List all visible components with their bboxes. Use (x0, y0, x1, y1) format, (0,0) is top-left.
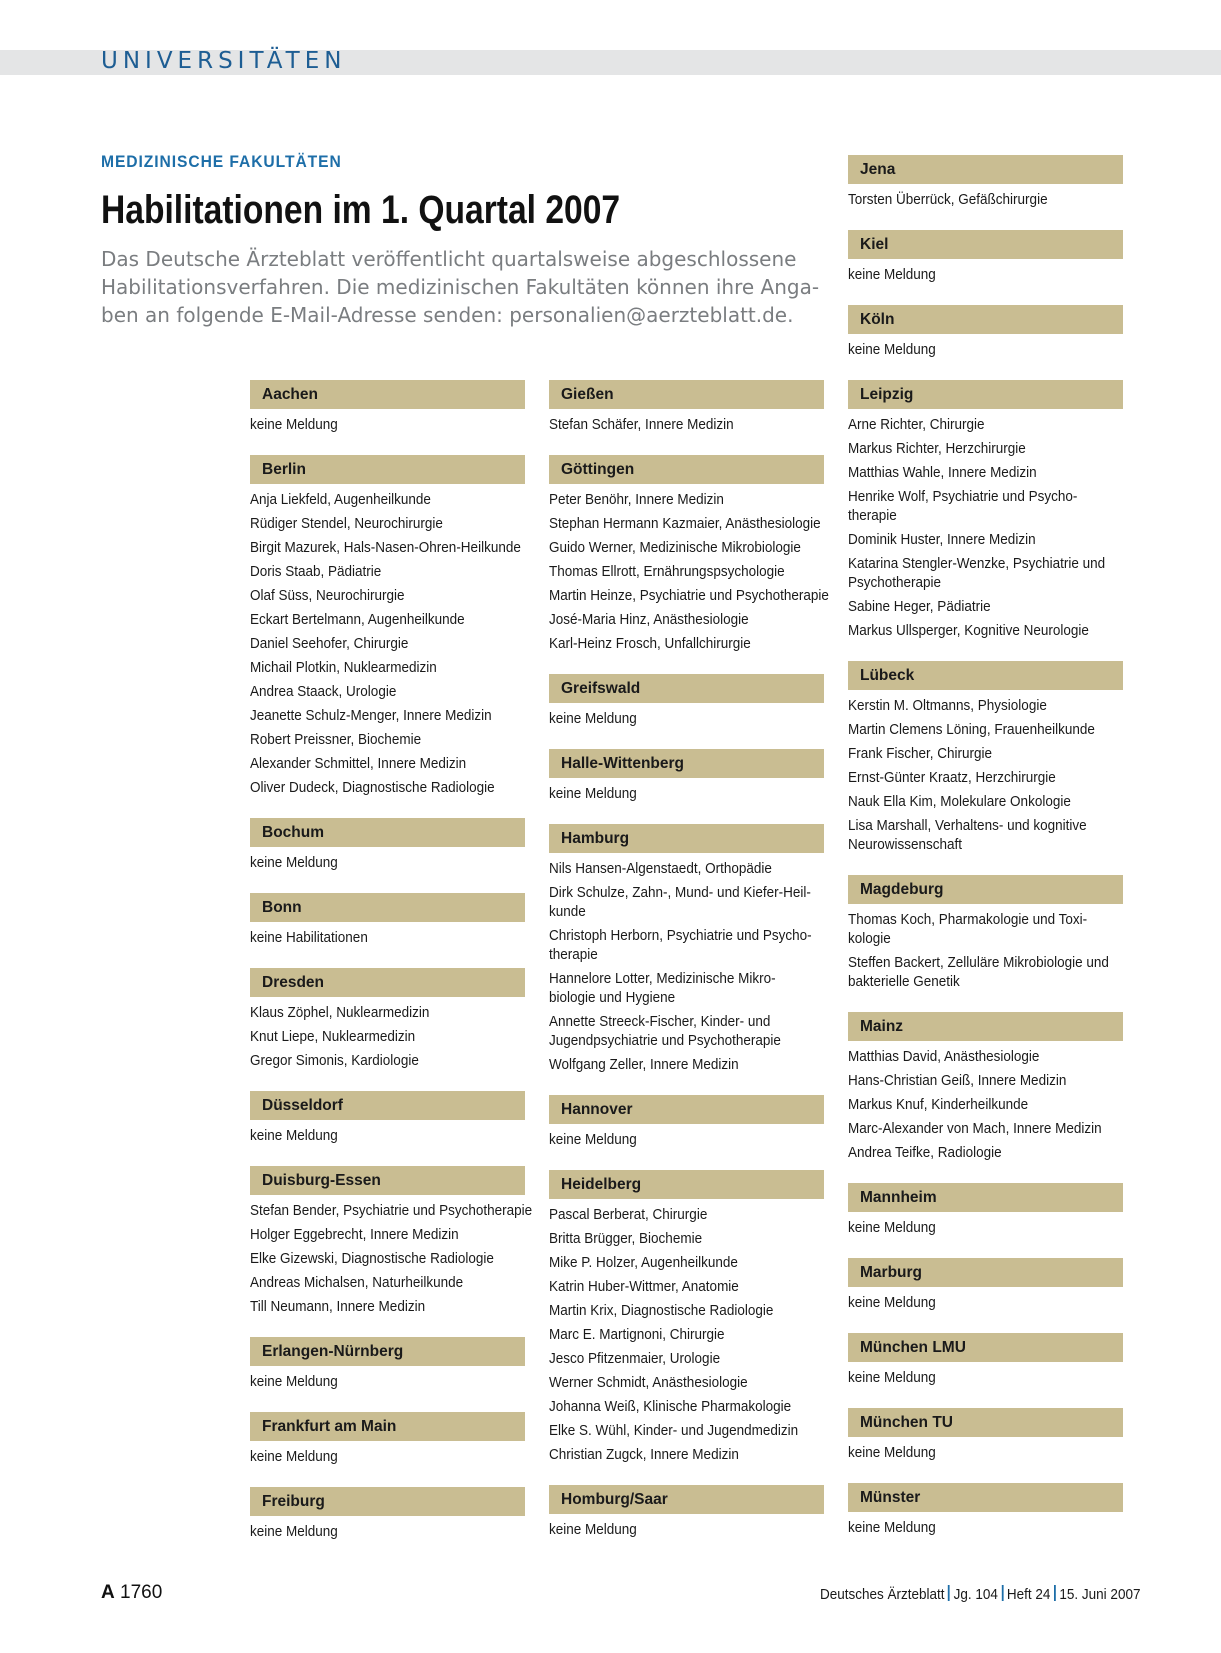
faculty-block (549, 1485, 824, 1542)
entry-line: Peter Benöhr, Innere Medizin (549, 491, 724, 508)
habilitation-entry (848, 694, 1096, 718)
entry-line: therapie (848, 507, 897, 524)
entry-line: Stefan Schäfer, Innere Medizin (549, 416, 734, 433)
entry-line: keine Meldung (848, 341, 936, 358)
listing-column-2 (549, 380, 829, 1560)
habilitation-entry (848, 619, 1096, 643)
faculty-name: Kiel (848, 230, 1123, 259)
faculty-name: Münster (848, 1483, 1123, 1512)
habilitation-entry (549, 1419, 797, 1443)
faculty-block (848, 1183, 1123, 1240)
habilitation-entry (250, 584, 498, 608)
habilitation-entry (848, 1516, 1096, 1540)
entry-line: Kerstin M. Oltmanns, Physiologie (848, 697, 1047, 714)
article-intro (101, 245, 831, 329)
habilitation-entry (549, 560, 797, 584)
habilitation-entry (848, 552, 1106, 595)
faculty-block (848, 1408, 1123, 1465)
faculty-name: Erlangen-Nürnberg (250, 1337, 525, 1366)
faculty-name: Bonn (250, 893, 525, 922)
faculty-block (250, 1412, 525, 1469)
habilitation-entry (250, 1271, 498, 1295)
entry-line: Markus Knuf, Kinderheilkunde (848, 1096, 1029, 1113)
entry-line: Dirk Schulze, Zahn-, Mund- und Kiefer-Heil- (549, 884, 811, 901)
entry-line: Olaf Süss, Neurochirurgie (250, 587, 405, 604)
faculty-name: Mannheim (848, 1183, 1123, 1212)
faculty-name: Greifswald (549, 674, 824, 703)
entry-line: Annette Streeck-Fischer, Kinder- und (549, 1013, 771, 1030)
faculty-name: Bochum (250, 818, 525, 847)
habilitation-entry (848, 1093, 1096, 1117)
entry-line: Steffen Backert, Zelluläre Mikrobiologie und (848, 954, 1109, 971)
habilitation-entry (250, 851, 498, 875)
habilitation-entry (848, 908, 1096, 951)
faculty-name: Berlin (250, 455, 525, 484)
entry-line: keine Meldung (549, 1521, 637, 1538)
entry-line: Arne Richter, Chirurgie (848, 416, 985, 433)
entry-line: Neurowissenschaft (848, 836, 963, 853)
entry-line: keine Meldung (549, 785, 637, 802)
habilitation-entry (549, 1203, 797, 1227)
entry-line: Knut Liepe, Nuklearmedizin (250, 1028, 416, 1045)
entry-line: Anja Liekfeld, Augenheilkunde (250, 491, 431, 508)
footer-divider (948, 1585, 950, 1601)
habilitation-entry (549, 1395, 797, 1419)
faculty-name: Düsseldorf (250, 1091, 525, 1120)
faculty-block (848, 661, 1123, 857)
faculty-block (250, 380, 525, 437)
faculty-block (848, 1333, 1123, 1390)
entry-line: Christian Zugck, Innere Medizin (549, 1446, 739, 1463)
entry-line: keine Meldung (848, 1519, 936, 1536)
entry-line: Lisa Marshall, Verhaltens- und kognitive (848, 817, 1087, 834)
article-kicker: MEDIZINISCHE FAKULTÄTEN (101, 152, 342, 171)
entry-line: Stefan Bender, Psychiatrie und Psychotherapie (250, 1202, 533, 1219)
faculty-name: Leipzig (848, 380, 1123, 409)
entry-line: keine Meldung (848, 1444, 936, 1461)
intro-line: Das Deutsche Ärzteblatt veröffentlicht quartalsweise abgeschlossene (101, 247, 797, 271)
habilitation-entry (549, 881, 811, 924)
habilitation-entry (848, 1366, 1096, 1390)
entry-line: keine Meldung (549, 710, 637, 727)
faculty-name: München TU (848, 1408, 1123, 1437)
habilitation-entry (250, 704, 498, 728)
entry-line: Martin Clemens Löning, Frauenheilkunde (848, 721, 1095, 738)
habilitation-entry (250, 1370, 498, 1394)
habilitation-entry (250, 752, 498, 776)
habilitation-entry (549, 1053, 797, 1077)
entry-line: Elke Gizewski, Diagnostische Radiologie (250, 1250, 494, 1267)
entry-line: Birgit Mazurek, Hals-Nasen-Ohren-Heilkunde (250, 539, 521, 556)
habilitation-entry (848, 1045, 1096, 1069)
entry-line: Sabine Heger, Pädiatrie (848, 598, 991, 615)
habilitation-entry (549, 608, 797, 632)
entry-line: Nauk Ella Kim, Molekulare Onkologie (848, 793, 1071, 810)
habilitation-entry (848, 485, 1096, 528)
habilitation-entry (549, 1010, 797, 1053)
entry-line: keine Meldung (848, 266, 936, 283)
habilitation-entry (549, 632, 797, 656)
entry-line: Stephan Hermann Kazmaier, Anästhesiologie (549, 515, 821, 532)
habilitation-entry (250, 1295, 498, 1319)
faculty-block (848, 305, 1123, 362)
entry-line: Jugendpsychiatrie und Psychotherapie (549, 1032, 781, 1049)
faculty-block (848, 380, 1123, 643)
entry-line: keine Meldung (250, 1127, 338, 1144)
faculty-block (848, 155, 1123, 212)
entry-line: Robert Preissner, Biochemie (250, 731, 422, 748)
habilitation-entry (848, 951, 1109, 994)
entry-line: Hannelore Lotter, Medizinische Mikro- (549, 970, 776, 987)
faculty-block (549, 455, 829, 656)
habilitation-entry (250, 680, 498, 704)
entry-line: kunde (549, 903, 586, 920)
faculty-name: Halle-Wittenberg (549, 749, 824, 778)
habilitation-entry (549, 1323, 797, 1347)
faculty-block (250, 1487, 525, 1544)
faculty-block (549, 380, 824, 437)
entry-line: Marc-Alexander von Mach, Innere Medizin (848, 1120, 1102, 1137)
footer-divider (1001, 1585, 1003, 1601)
faculty-block (549, 824, 824, 1077)
faculty-name: Dresden (250, 968, 525, 997)
habilitation-entry (848, 814, 1096, 857)
journal-name: Deutsches Ärzteblatt (820, 1586, 945, 1603)
habilitation-entry (250, 608, 498, 632)
faculty-block (250, 1166, 533, 1319)
faculty-name: Hannover (549, 1095, 824, 1124)
entry-line: Martin Heinze, Psychiatrie und Psychotherapie (549, 587, 829, 604)
entry-line: bakterielle Genetik (848, 973, 960, 990)
journal-volume: Jg. 104 (953, 1586, 998, 1603)
faculty-name: Heidelberg (549, 1170, 824, 1199)
habilitation-entry (549, 536, 801, 560)
habilitation-entry (250, 1124, 498, 1148)
entry-line: Rüdiger Stendel, Neurochirurgie (250, 515, 443, 532)
faculty-name: München LMU (848, 1333, 1123, 1362)
faculty-name: Gießen (549, 380, 824, 409)
intro-line: Habilitationsverfahren. Die medizinischen Fakultäten können ihre Anga- (101, 275, 820, 299)
entry-line: Thomas Koch, Pharmakologie und Toxi- (848, 911, 1088, 928)
faculty-block (848, 1483, 1123, 1540)
habilitation-entry (848, 263, 1096, 287)
faculty-block (250, 455, 525, 800)
entry-line: Markus Richter, Herzchirurgie (848, 440, 1026, 457)
habilitation-entry (549, 1128, 797, 1152)
faculty-name: Göttingen (549, 455, 824, 484)
entry-line: Doris Staab, Pädiatrie (250, 563, 382, 580)
habilitation-entry (250, 1520, 498, 1544)
entry-line: Torsten Überrück, Gefäßchirurgie (848, 191, 1048, 208)
habilitation-entry (549, 707, 797, 731)
habilitation-entry (250, 656, 498, 680)
entry-line: Werner Schmidt, Anästhesiologie (549, 1374, 748, 1391)
entry-line: Gregor Simonis, Kardiologie (250, 1052, 419, 1069)
faculty-block (848, 230, 1123, 287)
entry-line: Thomas Ellrott, Ernährungspsychologie (549, 563, 785, 580)
faculty-name: Freiburg (250, 1487, 525, 1516)
habilitation-entry (848, 1441, 1096, 1465)
listing-column-1 (250, 380, 533, 1562)
entry-line: Guido Werner, Medizinische Mikrobiologie (549, 539, 801, 556)
habilitation-entry (549, 1518, 797, 1542)
entry-line: Markus Ullsperger, Kognitive Neurologie (848, 622, 1089, 639)
entry-line: Karl-Heinz Frosch, Unfallchirurgie (549, 635, 751, 652)
habilitation-entry (250, 560, 498, 584)
entry-line: Katarina Stengler-Wenzke, Psychiatrie und (848, 555, 1106, 572)
faculty-block (250, 1337, 525, 1394)
habilitation-entry (549, 512, 821, 536)
entry-line: Elke S. Wühl, Kinder- und Jugendmedizin (549, 1422, 799, 1439)
entry-line: Till Neumann, Innere Medizin (250, 1298, 426, 1315)
faculty-block (549, 749, 824, 806)
habilitation-entry (250, 1001, 498, 1025)
entry-line: Andrea Teifke, Radiologie (848, 1144, 1002, 1161)
entry-line: biologie und Hygiene (549, 989, 676, 1006)
habilitation-entry (250, 632, 498, 656)
habilitation-entry (250, 728, 498, 752)
habilitation-entry (848, 595, 1096, 619)
page-number (101, 1582, 162, 1604)
faculty-block (549, 674, 824, 731)
entry-line: Mike P. Holzer, Augenheilkunde (549, 1254, 738, 1271)
habilitation-entry (250, 1049, 498, 1073)
entry-line: Jesco Pfitzenmaier, Urologie (549, 1350, 721, 1367)
habilitation-entry (848, 1069, 1096, 1093)
entry-line: Hans-Christian Geiß, Innere Medizin (848, 1072, 1067, 1089)
faculty-name: Hamburg (549, 824, 824, 853)
habilitation-entry (549, 857, 797, 881)
habilitation-entry (549, 1443, 797, 1467)
section-heading: UNIVERSITÄTEN (101, 48, 347, 74)
entry-line: Michail Plotkin, Nuklearmedizin (250, 659, 437, 676)
faculty-block (250, 818, 525, 875)
habilitation-entry (549, 1275, 797, 1299)
faculty-block (848, 1258, 1123, 1315)
habilitation-entry (549, 967, 797, 1010)
faculty-block (250, 893, 525, 950)
habilitation-entry (848, 1216, 1096, 1240)
faculty-name: Köln (848, 305, 1123, 334)
article-title: Habilitationen im 1. Quartal 2007 (101, 188, 621, 232)
entry-line: Alexander Schmittel, Innere Medizin (250, 755, 467, 772)
faculty-name: Marburg (848, 1258, 1123, 1287)
entry-line: keine Meldung (250, 1448, 338, 1465)
entry-line: Jeanette Schulz-Menger, Innere Medizin (250, 707, 492, 724)
entry-line: Dominik Huster, Innere Medizin (848, 531, 1036, 548)
habilitation-entry (848, 1141, 1096, 1165)
habilitation-entry (848, 437, 1096, 461)
entry-line: Psychotherapie (848, 574, 942, 591)
entry-line: keine Meldung (549, 1131, 637, 1148)
entry-line: keine Meldung (250, 416, 338, 433)
faculty-name: Frankfurt am Main (250, 1412, 525, 1441)
intro-line: ben an folgende E-Mail-Adresse senden: personalien@aerzteblatt.de. (101, 303, 794, 327)
faculty-block (250, 1091, 525, 1148)
habilitation-entry (250, 512, 498, 536)
entry-line: José-Maria Hinz, Anästhesiologie (549, 611, 749, 628)
footer-divider (1054, 1585, 1056, 1601)
habilitation-entry (549, 488, 797, 512)
entry-line: Matthias David, Anästhesiologie (848, 1048, 1040, 1065)
entry-line: Henrike Wolf, Psychiatrie und Psycho- (848, 488, 1078, 505)
entry-line: Matthias Wahle, Innere Medizin (848, 464, 1037, 481)
habilitation-entry (549, 1251, 797, 1275)
entry-line: Nils Hansen-Algenstaedt, Orthopädie (549, 860, 772, 877)
entry-line: Eckart Bertelmann, Augenheilkunde (250, 611, 465, 628)
entry-line: Holger Eggebrecht, Innere Medizin (250, 1226, 459, 1243)
faculty-name: Duisburg-Essen (250, 1166, 525, 1195)
journal-issue: Heft 24 (1006, 1586, 1051, 1603)
entry-line: Andreas Michalsen, Naturheilkunde (250, 1274, 464, 1291)
habilitation-entry (250, 536, 521, 560)
habilitation-entry (848, 528, 1096, 552)
habilitation-entry (848, 1291, 1096, 1315)
entry-line: keine Meldung (848, 1219, 936, 1236)
habilitation-entry (549, 413, 797, 437)
habilitation-entry (250, 1025, 498, 1049)
habilitation-entry (848, 188, 1096, 212)
habilitation-entry (848, 742, 1096, 766)
faculty-block (848, 1012, 1123, 1165)
entry-line: Katrin Huber-Wittmer, Anatomie (549, 1278, 739, 1295)
habilitation-entry (250, 1223, 498, 1247)
faculty-block (848, 875, 1123, 994)
faculty-name: Mainz (848, 1012, 1123, 1041)
habilitation-entry (848, 413, 1096, 437)
habilitation-entry (250, 1445, 498, 1469)
entry-line: Britta Brügger, Biochemie (549, 1230, 703, 1247)
entry-line: Wolfgang Zeller, Innere Medizin (549, 1056, 739, 1073)
listing-column-3 (848, 155, 1123, 1558)
entry-line: keine Meldung (250, 1373, 338, 1390)
entry-line: Frank Fischer, Chirurgie (848, 745, 993, 762)
entry-line: keine Habilitationen (250, 929, 368, 946)
entry-line: keine Meldung (250, 1523, 338, 1540)
habilitation-entry (848, 338, 1096, 362)
entry-line: kologie (848, 930, 891, 947)
habilitation-entry (549, 782, 797, 806)
habilitation-entry (848, 790, 1096, 814)
entry-line: Ernst-Günter Kraatz, Herzchirurgie (848, 769, 1056, 786)
habilitation-entry (549, 924, 812, 967)
entry-line: Pascal Berberat, Chirurgie (549, 1206, 708, 1223)
faculty-name: Homburg/Saar (549, 1485, 824, 1514)
entry-line: Johanna Weiß, Klinische Pharmakologie (549, 1398, 792, 1415)
faculty-name: Magdeburg (848, 875, 1123, 904)
entry-line: therapie (549, 946, 598, 963)
entry-line: Christoph Herborn, Psychiatrie und Psycho- (549, 927, 812, 944)
habilitation-entry (848, 1117, 1102, 1141)
entry-line: Oliver Dudeck, Diagnostische Radiologie (250, 779, 495, 796)
faculty-name: Lübeck (848, 661, 1123, 690)
habilitation-entry (848, 718, 1096, 742)
habilitation-entry (848, 766, 1096, 790)
journal-footer (820, 1585, 1140, 1603)
habilitation-entry (250, 926, 498, 950)
habilitation-entry (549, 1299, 797, 1323)
habilitation-entry (250, 1247, 498, 1271)
habilitation-entry (549, 1227, 797, 1251)
entry-line: Daniel Seehofer, Chirurgie (250, 635, 409, 652)
entry-line: keine Meldung (848, 1294, 936, 1311)
journal-date: 15. Juni 2007 (1059, 1586, 1141, 1603)
entry-line: keine Meldung (848, 1369, 936, 1386)
entry-line: Klaus Zöphel, Nuklearmedizin (250, 1004, 430, 1021)
habilitation-entry (848, 461, 1096, 485)
entry-line: Andrea Staack, Urologie (250, 683, 397, 700)
faculty-name: Jena (848, 155, 1123, 184)
habilitation-entry (250, 413, 498, 437)
habilitation-entry (549, 1347, 797, 1371)
faculty-block (549, 1170, 824, 1467)
habilitation-entry (549, 584, 829, 608)
habilitation-entry (250, 776, 498, 800)
entry-line: Marc E. Martignoni, Chirurgie (549, 1326, 725, 1343)
entry-line: keine Meldung (250, 854, 338, 871)
habilitation-entry (250, 1199, 533, 1223)
habilitation-entry (250, 488, 498, 512)
faculty-block (549, 1095, 824, 1152)
page-number-value: 1760 (120, 1582, 163, 1603)
faculty-name: Aachen (250, 380, 525, 409)
page-prefix: A (101, 1582, 115, 1603)
entry-line: Martin Krix, Diagnostische Radiologie (549, 1302, 774, 1319)
habilitation-entry (549, 1371, 797, 1395)
faculty-block (250, 968, 525, 1073)
